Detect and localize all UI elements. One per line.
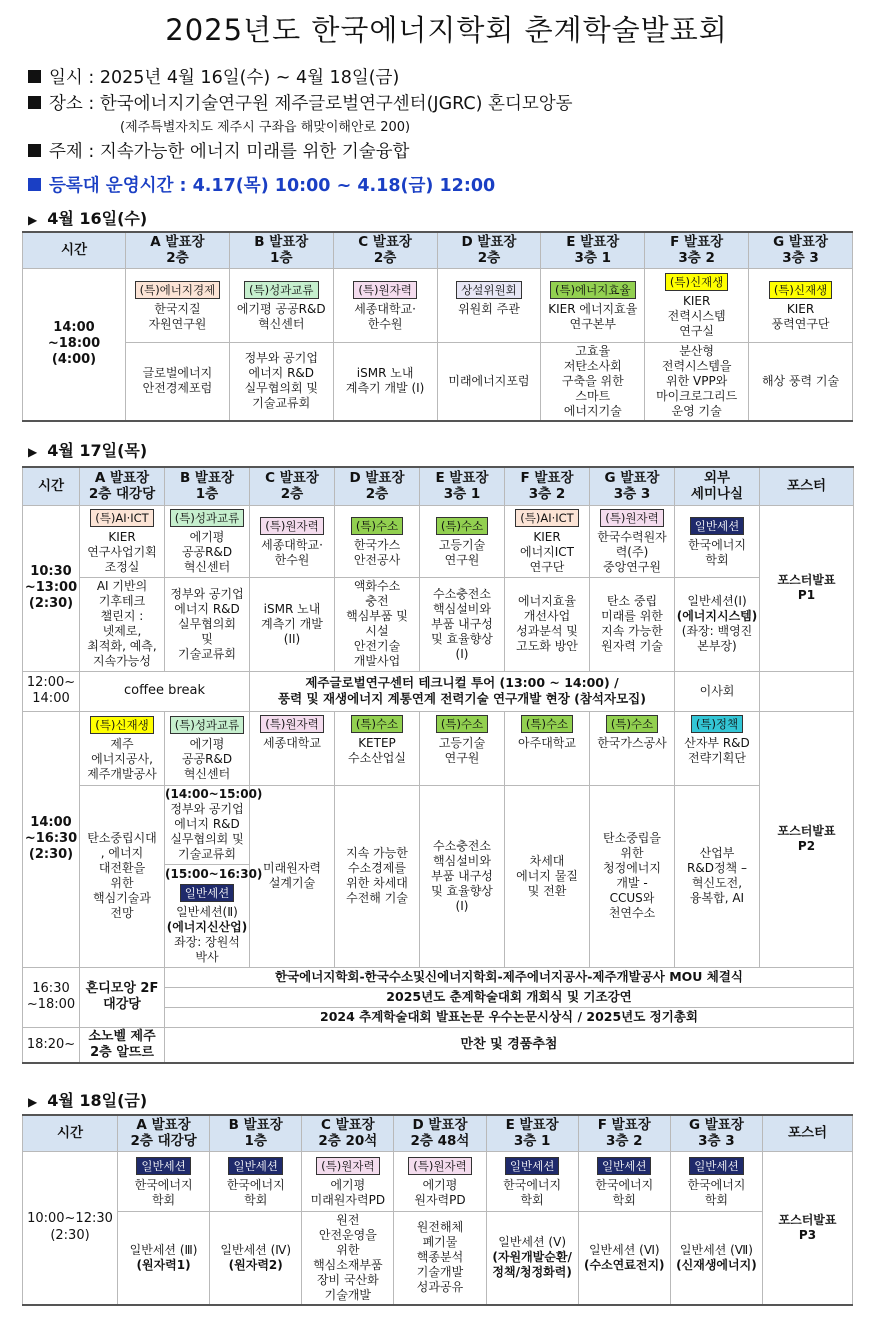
day1-topic-row (23, 342, 853, 421)
session-tag: (특)에너지효율 (550, 281, 636, 299)
square-bullet-icon (28, 96, 41, 109)
col-room-a: A 발표장 2층 (126, 232, 230, 268)
session-tag: 일반세션 (597, 1157, 651, 1175)
day1-header-row (23, 232, 853, 268)
day3-g-topic: 일반세션 (Ⅶ) (신재생에너지) (670, 1211, 762, 1305)
day2-s1-d-org: (특)수소 한국가스 안전공사 (335, 505, 420, 577)
day3-a-topic: 일반세션 (Ⅲ) (원자력1) (118, 1211, 210, 1305)
day2-s1-time: 10:30 ~13:00 (2:30) (23, 505, 80, 671)
session-tag: 일반세션 (228, 1157, 282, 1175)
session-tag: (특)원자력 (316, 1157, 379, 1175)
col-room-f: F 발표장 3층 2 (505, 467, 590, 505)
info-registration-text: 등록대 운영시간 : 4.17(목) 10:00 ~ 4.18(금) 12:00 (49, 176, 496, 196)
session-tag: (특)수소 (521, 715, 573, 733)
day3-b-topic: 일반세션 (Ⅳ) (원자력2) (210, 1211, 302, 1305)
day1-d-org: 상설위원회 위원회 주관 (437, 268, 541, 342)
day3-a-org: 일반세션 한국에너지 학회 (118, 1151, 210, 1211)
col-room-a: A 발표장 2층 대강당 (118, 1115, 210, 1151)
day2-s2-b-part1: (14:00~15:00) 정부와 공기업 에너지 R&D 실무협의회 및 기술교류회 (165, 786, 249, 865)
col-time: 시간 (23, 1115, 118, 1151)
session-tag: 일반세션 (505, 1157, 559, 1175)
day2-header-row (23, 467, 854, 505)
col-room-e: E 발표장 3층 1 (541, 232, 645, 268)
info-theme (28, 138, 409, 163)
day1-c-topic: iSMR 노내 계측기 개발 (I) (333, 342, 437, 421)
col-time: 시간 (23, 467, 80, 505)
day2-s2-b-org: (특)성과교류 에기평 공공R&D 혁신센터 (165, 711, 250, 785)
info-address: (제주특별자치도 제주시 구좌읍 해맞이해안로 200) (120, 120, 411, 135)
day2-s2-f-org: (특)수소 아주대학교 (505, 711, 590, 785)
day2-lunch-poster-empty (760, 671, 854, 711)
day2-s2-e-org: (특)수소 고등기술 연구원 (420, 711, 505, 785)
day3-time: 10:00~12:30 (2:30) (23, 1151, 118, 1305)
day2-s1-a-org: (특)AI·ICT KIER 연구사업기획 조정실 (80, 505, 165, 577)
day3-b-org: 일반세션 한국에너지 학회 (210, 1151, 302, 1211)
session-tag: 일반세션 (180, 884, 234, 902)
square-bullet-icon (28, 178, 41, 191)
day3-schedule-table (22, 1114, 853, 1306)
col-room-e: E 발표장 3층 1 (420, 467, 505, 505)
day2-label: 4월 17일(목) (47, 441, 148, 460)
day2-dinner-time: 18:20~ (23, 1027, 80, 1063)
day2-s1-e-org: (특)수소 고등기술 연구원 (420, 505, 505, 577)
session-tag: 일반세션 (136, 1157, 190, 1175)
day2-s2-g-topic: 탄소중립을 위한 청정에너지 개발 - CCUS와 천연수소 (590, 785, 675, 967)
day2-poster-p1: 포스터발표 P1 (760, 505, 854, 671)
day2-s1-g-org: (특)원자력 한국수력원자 력(주) 중앙연구원 (590, 505, 675, 577)
session-tag: (특)AI·ICT (515, 509, 578, 527)
day2-s2-topic-row (23, 785, 854, 967)
col-room-f: F 발표장 3층 2 (645, 232, 749, 268)
session-tag: (특)원자력 (260, 715, 323, 733)
day3-d-topic: 원전해체 폐기물 핵종분석 기술개발 성과공유 (394, 1211, 486, 1305)
day2-s2-h-topic: 산업부 R&D정책 – 혁신도전, 융복합, AI (675, 785, 760, 967)
col-external-seminar: 외부 세미나실 (675, 467, 760, 505)
session-tag: (특)수소 (351, 715, 403, 733)
day1-g-topic: 해상 풍력 기술 (749, 342, 853, 421)
col-room-c: C 발표장 2층 20석 (302, 1115, 394, 1151)
session-tag: (특)원자력 (600, 509, 663, 527)
day1-org-row (23, 268, 853, 342)
day3-c-topic: 원전 안전운영을 위한 핵심소재부품 장비 국산화 기술개발 (302, 1211, 394, 1305)
day1-b-topic: 정부와 공기업 에너지 R&D 실무협의회 및 기술교류회 (229, 342, 333, 421)
day3-org-row (23, 1151, 853, 1211)
day1-heading (28, 206, 147, 229)
col-room-a: A 발표장 2층 대강당 (80, 467, 165, 505)
day2-s1-f-org: (특)AI·ICT KIER 에너지ICT 연구단 (505, 505, 590, 577)
day2-s2-time: 14:00 ~16:30 (2:30) (23, 711, 80, 967)
day2-s1-b-topic: 정부와 공기업 에너지 R&D 실무협의회 및 기술교류회 (165, 577, 250, 671)
session-tag: 일반세션 (690, 517, 744, 535)
session-tag: (특)수소 (436, 517, 488, 535)
day2-s2-c-topic: 미래원자력 설계기술 (250, 785, 335, 967)
technical-tour: 제주글로벌연구센터 테크니컬 투어 (13:00 ~ 14:00) / 풍력 및 재생에너지 계통연계 전력기술 연구개발 현장 (참석자모집) (250, 671, 675, 711)
col-room-d: D 발표장 2층 48석 (394, 1115, 486, 1151)
day2-lunch-row (23, 671, 854, 711)
session-tag: (특)에너지경제 (135, 281, 221, 299)
info-date-text: 일시 : 2025년 4월 16일(수) ~ 4월 18일(금) (49, 68, 400, 88)
day2-heading (28, 438, 147, 461)
day1-time: 14:00 ~18:00 (4:00) (23, 268, 126, 421)
session-tag: (특)신재생 (665, 273, 728, 291)
day2-s2-f-topic: 차세대 에너지 물질 및 전환 (505, 785, 590, 967)
day2-s1-c-org: (특)원자력 세종대학교· 한수원 (250, 505, 335, 577)
session-tag: 일반세션 (689, 1157, 743, 1175)
day1-f-org: (특)신재생 KIER 전력시스템 연구실 (645, 268, 749, 342)
day1-f-topic: 분산형 전력시스템을 위한 VPP와 마이크로그리드 운영 기술 (645, 342, 749, 421)
day1-e-topic: 고효율 저탄소사회 구축을 위한 스마트 에너지기술 (541, 342, 645, 421)
col-poster: 포스터 (763, 1115, 853, 1151)
day2-s2-d-org: (특)수소 KETEP 수소산업실 (335, 711, 420, 785)
triangle-bullet-icon: ▶ (28, 1095, 38, 1109)
col-room-b: B 발표장 1층 (210, 1115, 302, 1151)
col-room-b: B 발표장 1층 (229, 232, 333, 268)
award-general-meeting: 2024 추계학술대회 발표논문 우수논문시상식 / 2025년도 정기총회 (165, 1007, 854, 1027)
day2-s1-h-org: 일반세션 한국에너지 학회 (675, 505, 760, 577)
day3-header-row (23, 1115, 853, 1151)
info-date (28, 64, 399, 89)
day2-s2-b-part2: (15:00~16:30) 일반세션 일반세션(Ⅱ) (에너지신산업) 좌장: 장원석 박사 (165, 866, 263, 964)
day3-poster-p3: 포스터발표 P3 (763, 1151, 853, 1305)
col-room-g: G 발표장 3층 3 (590, 467, 675, 505)
day1-e-org: (특)에너지효율 KIER 에너지효율 연구본부 (541, 268, 645, 342)
day2-s2-c-org: (특)원자력 세종대학교 (250, 711, 335, 785)
day2-s2-org-row (23, 711, 854, 785)
day3-c-org: (특)원자력 에기평 미래원자력PD (302, 1151, 394, 1211)
day2-s2-h-org: (특)정책 산자부 R&D 전략기획단 (675, 711, 760, 785)
day2-s2-g-org: (특)수소 한국가스공사 (590, 711, 675, 785)
day1-label: 4월 16일(수) (47, 209, 148, 228)
day2-s1-g-topic: 탄소 중립 미래를 위한 지속 가능한 원자력 기술 (590, 577, 675, 671)
board-meeting: 이사회 (675, 671, 760, 711)
day2-s1-h-topic: 일반세션(Ⅰ) (에너지시스템) (좌장: 백영진 본부장) (675, 577, 760, 671)
col-room-e: E 발표장 3층 1 (486, 1115, 578, 1151)
day2-s1-a-topic: AI 기반의 기후테크 챌린지 : 넷제로, 최적화, 예측, 지속가능성 (80, 577, 165, 671)
day2-s2-d-topic: 지속 가능한 수소경제를 위한 차세대 수전해 기술 (335, 785, 420, 967)
day2-s1-d-topic: 액화수소 충전 핵심부품 및 시설 안전기술 개발사업 (335, 577, 420, 671)
day2-lunch-time: 12:00~ 14:00 (23, 671, 80, 711)
day3-f-org: 일반세션 한국에너지 학회 (578, 1151, 670, 1211)
day2-s1-b-org: (특)성과교류 에기평 공공R&D 혁신센터 (165, 505, 250, 577)
day3-heading (28, 1088, 147, 1111)
day1-g-org: (특)신재생 KIER 풍력연구단 (749, 268, 853, 342)
coffee-break: coffee break (80, 671, 250, 711)
day2-poster-p2: 포스터발표 P2 (760, 711, 854, 967)
info-registration (28, 172, 495, 197)
day2-s2-e-topic: 수소충전소 핵심설비와 부품 내구성 및 효율향상 (I) (420, 785, 505, 967)
triangle-bullet-icon: ▶ (28, 213, 38, 227)
day2-s2-a-topic: 탄소중립시대 , 에너지 대전환을 위한 핵심기술과 전망 (80, 785, 165, 967)
day2-s2-b-topic (165, 785, 263, 967)
day2-s1-f-topic: 에너지효율 개선사업 성과분석 및 고도화 방안 (505, 577, 590, 671)
col-poster: 포스터 (760, 467, 854, 505)
day2-s1-c-topic: iSMR 노내 계측기 개발 (II) (250, 577, 335, 671)
col-room-d: D 발표장 2층 (335, 467, 420, 505)
day1-a-org: (특)에너지경제 한국지질 자원연구원 (126, 268, 230, 342)
day2-schedule-table (22, 466, 854, 1064)
col-room-c: C 발표장 2층 (333, 232, 437, 268)
day2-evening-time: 16:30 ~18:00 (23, 967, 80, 1027)
day2-s1-topic-row (23, 577, 854, 671)
info-venue-text: 장소 : 한국에너지기술연구원 제주글로벌연구센터(JGRC) 혼디모앙동 (49, 94, 573, 114)
square-bullet-icon (28, 144, 41, 157)
col-time: 시간 (23, 232, 126, 268)
session-tag: (특)성과교류 (244, 281, 319, 299)
day1-d-topic: 미래에너지포럼 (437, 342, 541, 421)
day3-topic-row (23, 1211, 853, 1305)
day3-f-topic: 일반세션 (Ⅵ) (수소연료전지) (578, 1211, 670, 1305)
col-room-d: D 발표장 2층 (437, 232, 541, 268)
day3-label: 4월 18일(금) (47, 1091, 148, 1110)
day1-a-topic: 글로벌에너지 안전경제포럼 (126, 342, 230, 421)
session-tag: (특)원자력 (408, 1157, 471, 1175)
day2-dinner-row (23, 1027, 854, 1063)
day3-g-org: 일반세션 한국에너지 학회 (670, 1151, 762, 1211)
square-bullet-icon (28, 70, 41, 83)
session-tag: (특)AI·ICT (90, 509, 153, 527)
day2-s1-org-row (23, 505, 854, 577)
session-tag: (특)신재생 (90, 716, 153, 734)
day2-dinner-place: 소노벨 제주 2층 알뜨르 (80, 1027, 165, 1063)
dinner-raffle: 만찬 및 경품추첨 (165, 1027, 854, 1063)
col-room-g: G 발표장 3층 3 (670, 1115, 762, 1151)
col-room-g: G 발표장 3층 3 (749, 232, 853, 268)
session-tag: (특)원자력 (260, 517, 323, 535)
page-title: 2025년도 한국에너지학회 춘계학술발표회 (165, 13, 728, 47)
day2-evening-row-1 (23, 967, 854, 987)
day3-e-topic: 일반세션 (Ⅴ) (자원개발순환/ 정책/청정화력) (486, 1211, 578, 1305)
session-tag: (특)원자력 (353, 281, 416, 299)
day2-s1-e-topic: 수소충전소 핵심설비와 부품 내구성 및 효율향상 (I) (420, 577, 505, 671)
col-room-c: C 발표장 2층 (250, 467, 335, 505)
day3-e-org: 일반세션 한국에너지 학회 (486, 1151, 578, 1211)
day1-c-org: (특)원자력 세종대학교· 한수원 (333, 268, 437, 342)
triangle-bullet-icon: ▶ (28, 445, 38, 459)
session-tag: (특)수소 (436, 715, 488, 733)
session-tag: (특)신재생 (769, 281, 832, 299)
day2-s2-a-org: (특)신재생 제주 에너지공사, 제주개발공사 (80, 711, 165, 785)
session-tag: (특)수소 (351, 517, 403, 535)
mou-ceremony: 한국에너지학회-한국수소및신에너지학회-제주에너지공사-제주개발공사 MOU 체결식 (165, 967, 854, 987)
session-tag: 상설위원회 (456, 281, 522, 299)
col-room-f: F 발표장 3층 2 (578, 1115, 670, 1151)
opening-keynote: 2025년도 춘계학술대회 개회식 및 기조강연 (165, 987, 854, 1007)
day2-evening-place: 혼디모앙 2F 대강당 (80, 967, 165, 1027)
session-tag: (특)성과교류 (170, 509, 245, 527)
info-venue (28, 90, 573, 115)
session-tag: (특)수소 (606, 715, 658, 733)
session-tag: (특)정책 (691, 715, 743, 733)
day1-schedule-table (22, 231, 853, 422)
day3-d-org: (특)원자력 에기평 원자력PD (394, 1151, 486, 1211)
session-tag: (특)성과교류 (170, 716, 245, 734)
col-room-b: B 발표장 1층 (165, 467, 250, 505)
day1-b-org: (특)성과교류 에기평 공공R&D 혁신센터 (229, 268, 333, 342)
info-theme-text: 주제 : 지속가능한 에너지 미래를 위한 기술융합 (49, 142, 410, 162)
